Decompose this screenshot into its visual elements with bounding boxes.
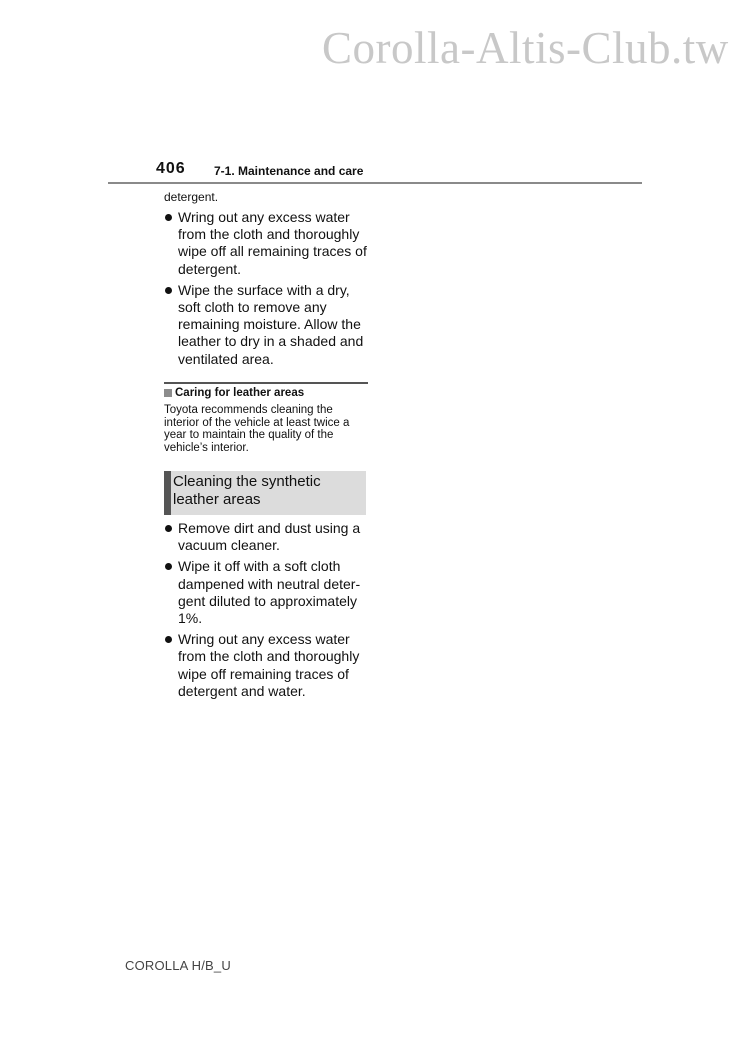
list-item [164,282,368,368]
bullet-icon [165,636,172,643]
bullet-list-leather-cleaning [164,209,368,372]
section-heading: Cleaning the synthetic leather areas [173,473,321,508]
list-item-text: Wring out any excess water from the cloth and thoroughly wipe off all remaining traces of detergent. [178,209,367,277]
section-title: 7-1. Maintenance and care [214,164,364,178]
list-item-text: Wring out any excess water from the cloth and thoroughly wipe off remaining traces of detergent and water. [178,631,360,699]
header-rule [108,182,642,184]
caring-heading-text: Caring for leather areas [175,387,305,399]
square-marker-icon [164,389,172,397]
bullet-list-synthetic-leather [164,520,368,704]
caring-note [164,382,368,454]
continued-text: detergent. [164,190,219,204]
footer-model-code: COROLLA H/B_U [125,958,231,973]
bullet-icon [165,563,172,570]
caring-body: Toyota recommends cleaning the interior of the vehicle at least twice a year to maintain the quality of the vehicle’s interior. [164,404,350,454]
page-number: 406 [156,160,186,177]
watermark: Corolla-Altis-Club.tw [322,23,729,73]
list-item [164,209,368,278]
bullet-icon [165,214,172,221]
page-header [0,160,750,186]
caring-heading [164,387,368,399]
list-item [164,558,368,627]
list-item [164,631,368,700]
list-item-text: Wipe the surface with a dry, soft cloth to remove any remaining moisture. Allow the leather to dry in a shaded and ventilated area. [178,281,364,367]
list-item [164,520,368,554]
list-item-text: Wipe it off with a soft cloth dampened with neutral deter- gent diluted to approximately 1%. [178,558,361,627]
bullet-icon [165,287,172,294]
section-heading-box [164,471,366,515]
bullet-icon [165,525,172,532]
list-item-text: Remove dirt and dust using a vacuum cleaner. [178,520,361,554]
